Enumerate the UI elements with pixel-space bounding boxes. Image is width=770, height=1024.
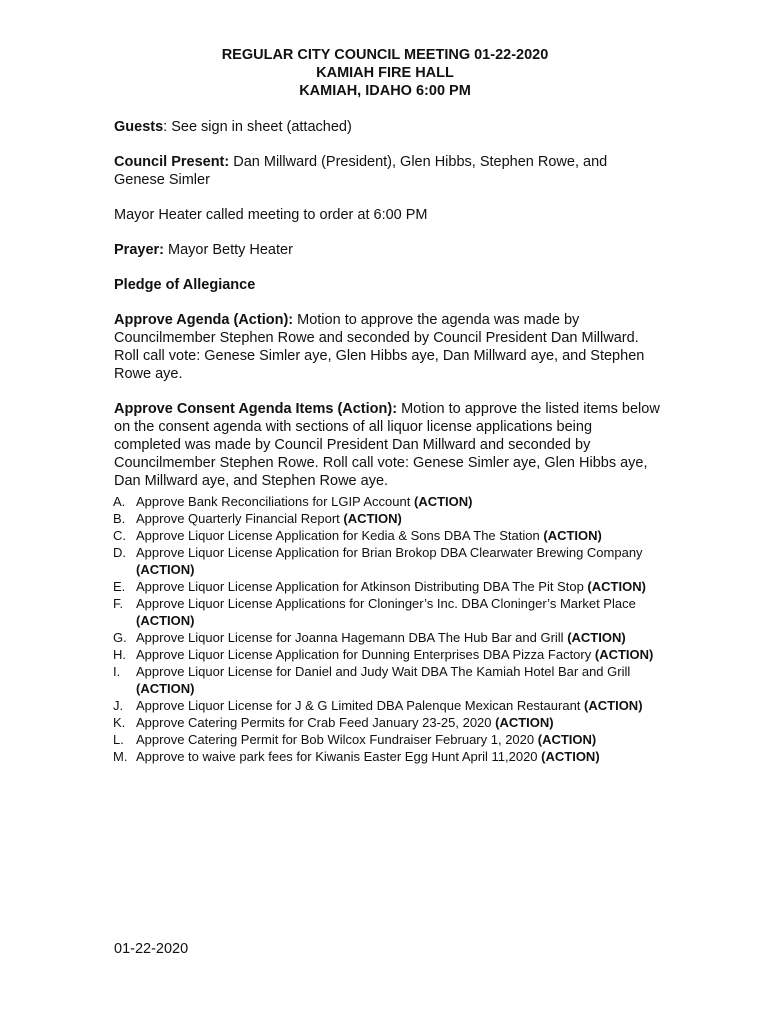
item-text: Approve Liquor License Application for Brian Brokop DBA Clearwater Brewing Company [136, 545, 643, 560]
consent-item [114, 578, 662, 595]
call-to-order-paragraph: Mayor Heater called meeting to order at 6:00 PM [114, 207, 428, 223]
approve-agenda-label: Approve Agenda (Action): [114, 312, 294, 328]
consent-item [114, 493, 662, 510]
item-action-tag: (ACTION) [136, 681, 195, 696]
item-letter: E. [113, 579, 126, 594]
document-header [0, 46, 770, 100]
consent-item [114, 595, 662, 629]
consent-item [114, 714, 662, 731]
consent-item [114, 646, 662, 663]
item-letter: F. [113, 596, 124, 611]
item-text: Approve Liquor License Applications for Cloninger’s Inc. DBA Cloninger’s Market Place [136, 596, 636, 611]
item-text: Approve Liquor License for J & G Limited DBA Palenque Mexican Restaurant [136, 698, 585, 713]
consent-item [114, 629, 662, 646]
consent-agenda-label: Approve Consent Agenda Items (Action): [114, 401, 398, 417]
item-action-tag: (ACTION) [543, 528, 602, 543]
approve-agenda-text: Motion to approve the agenda was made by Councilmember Stephen Rowe and seconded by Council President Dan Millward. Roll call vote: Genese Simler aye, Glen Hibbs aye, Dan Millward aye, and Stephen Rowe aye. [114, 312, 645, 382]
item-text: Approve Liquor License for Joanna Hagemann DBA The Hub Bar and Grill [136, 630, 568, 645]
consent-item [114, 731, 662, 748]
item-text: Approve Quarterly Financial Report [136, 511, 344, 526]
item-letter: C. [113, 528, 126, 543]
item-action-tag: (ACTION) [413, 494, 473, 509]
item-letter: G. [113, 630, 127, 645]
item-letter: D. [113, 545, 126, 560]
consent-item [114, 663, 662, 697]
consent-item [114, 697, 662, 714]
consent-items-list [114, 493, 662, 765]
meeting-title: REGULAR CITY COUNCIL MEETING 01-22-2020 [221, 47, 549, 63]
item-letter: A. [113, 494, 126, 509]
approve-agenda-paragraph [114, 311, 662, 383]
pledge-heading: Pledge of Allegiance [114, 277, 256, 293]
item-text: Approve Liquor License for Daniel and Judy Wait DBA The Kamiah Hotel Bar and Grill [136, 664, 631, 679]
item-action-tag: (ACTION) [495, 715, 554, 730]
council-present-paragraph [114, 153, 662, 189]
guests-label: Guests [114, 119, 164, 135]
item-text: Approve Bank Reconciliations for LGIP Account [136, 494, 414, 509]
prayer-paragraph [114, 241, 662, 259]
item-action-tag: (ACTION) [541, 749, 600, 764]
item-letter: I. [113, 664, 121, 679]
item-text: Approve Liquor License Application for Dunning Enterprises DBA Pizza Factory [136, 647, 595, 662]
guests-text: : See sign in sheet (attached) [163, 119, 352, 135]
guests-paragraph [114, 118, 662, 136]
meeting-location: KAMIAH FIRE HALL [316, 65, 454, 81]
item-text: Approve Catering Permit for Bob Wilcox Fundraiser February 1, 2020 [136, 732, 538, 747]
item-letter: H. [113, 647, 126, 662]
item-letter: K. [113, 715, 126, 730]
consent-item [114, 748, 662, 765]
item-action-tag: (ACTION) [136, 562, 195, 577]
consent-agenda-paragraph [114, 400, 662, 490]
consent-item [114, 544, 662, 578]
item-action-tag: (ACTION) [567, 630, 626, 645]
prayer-label: Prayer: [114, 242, 164, 258]
item-letter: B. [113, 511, 126, 526]
item-text: Approve to waive park fees for Kiwanis Easter Egg Hunt April 11,2020 [136, 749, 542, 764]
item-text: Approve Liquor License Application for Kedia & Sons DBA The Station [136, 528, 544, 543]
item-action-tag: (ACTION) [587, 579, 646, 594]
item-action-tag: (ACTION) [136, 613, 195, 628]
council-present-label: Council Present: [114, 154, 230, 170]
item-action-tag: (ACTION) [343, 511, 402, 526]
item-action-tag: (ACTION) [584, 698, 643, 713]
consent-item [114, 510, 662, 527]
council-present-text: Dan Millward (President), Glen Hibbs, Stephen Rowe, and Genese Simler [114, 154, 608, 188]
item-action-tag: (ACTION) [594, 647, 654, 662]
item-letter: J. [113, 698, 124, 713]
consent-item [114, 527, 662, 544]
consent-agenda-text: Motion to approve the listed items below on the consent agenda with sections of all liquor license applications being completed was made by Council President Dan Millward and seconded by Councilmember Stephen Rowe. Roll call vote: Genese Simler aye, Glen Hibbs aye, Dan Millward aye, and Stephen Rowe aye. [114, 401, 660, 489]
prayer-text: Mayor Betty Heater [163, 242, 293, 258]
item-text: Approve Catering Permits for Crab Feed January 23-25, 2020 [136, 715, 496, 730]
minutes-body [114, 118, 662, 765]
item-letter: M. [113, 749, 128, 764]
footer-date: 01-22-2020 [114, 941, 189, 957]
meeting-city-time: KAMIAH, IDAHO 6:00 PM [299, 83, 471, 99]
item-letter: L. [113, 732, 124, 747]
item-text: Approve Liquor License Application for Atkinson Distributing DBA The Pit Stop [136, 579, 588, 594]
item-action-tag: (ACTION) [537, 732, 597, 747]
